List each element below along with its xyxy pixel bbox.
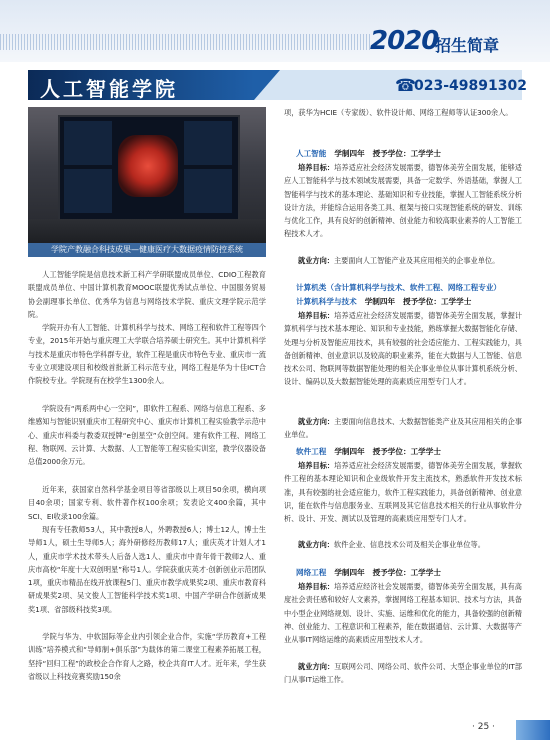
major-heading: 网络工程 学制四年 授予学位：工学学士	[296, 568, 441, 577]
major-job: 就业方向：互联网公司、网络公司、软件公司、大型企事业单位的IT部门从事IT运维工作。	[284, 662, 522, 685]
paragraph: 人工智能学院是信息技术新工科产学研联盟成员单位、CDIO工程教育联盟成员单位、中国计算机教育MOOC联盟优秀试点单位、中国服务贸易协会副理事长单位、优秀华为信息与网络技术学院、重庆文理学院示范学院。	[28, 270, 266, 319]
section-title: 人工智能学院	[40, 77, 178, 101]
header-stripes	[0, 34, 370, 50]
major-heading: 计算机类（含计算机科学与技术、软件工程、网络工程专业）	[296, 283, 502, 292]
major-job: 就业方向：软件企业、信息技术公司及相关企事业单位等。	[298, 540, 485, 549]
major-goal: 培养目标：培养适应经济社会发展需要，德智体美劳全面发展，具有高度社会责任感和较好人文素养，掌握网络工程基本知识、技术与方法，具备中小型企业网络规划、设计、实施、运维和优化的能力，具备较强的创新精神、创业能力、工程意识和工程素养，能在数据通信、云计算、大数据等产业从事IT网络运维的高素质应用型技术人才。	[284, 582, 522, 645]
paragraph: 学院设有“两系两中心一空间”，即软件工程系、网络与信息工程系、多维感知与智能识别重庆市工程研究中心、重庆市计算机工程实验教学示范中心、重庆市科委与教委双授牌“e创星空”众创空间。建有软件工程、网络工程、物联网、云计算、大数据、人工智能等工程实验实训室，教学仪器设备总值2000余万元。	[28, 404, 266, 467]
map-graphic	[118, 135, 178, 197]
paragraph: 近年来，获国家自然科学基金项目等省部级以上项目50余项，横向项目40余项；国家专利、软件著作权100余项；发表论文400余篇，其中SCI、EI收录100余篇。	[28, 485, 266, 521]
corner-decoration	[516, 720, 550, 740]
phone-number: 023-49891302	[414, 78, 527, 94]
paragraph: 学院与华为、中软国际等企业内引领企业合作，实施“学历教育+工程训练”培养模式和“导师制+俱乐部”为载体的第二课堂工程素养拓展工程，坚持“回归工程”的政校企合作育人之路，校企共育IT人才。近年来，学生获省级以上科技竞赛奖励150余	[28, 632, 266, 681]
page-number: · 25 ·	[472, 722, 495, 732]
lab-photo	[28, 107, 266, 257]
major-heading: 计算机科学与技术 学制四年 授予学位：工学学士	[296, 297, 472, 306]
paragraph: 现有专任教师53人，其中教授8人，外聘教授6人；博士12人，博士生导师1人，硕士生导师5人；海外研修经历教师17人；重庆英才计划人才1人，重庆市学术技术带头人后备人选1人、重庆市中青年骨干教师2人、重庆市高校“年度十大双创明星”称号1人。学院获重庆英才·创新创业示范团队1项，重庆市精品在线开放课程5门、重庆市教学成果奖2项、重庆市教育科研成果奖2项、吴文俊人工智能科学技术奖1项、中国产学研合作创新成果奖1项、省部级科技奖3项。	[28, 525, 266, 614]
header-guide: 招生简章	[435, 36, 500, 55]
major-heading: 软件工程 学制四年 授予学位：工学学士	[296, 447, 441, 456]
paragraph: 项，获华为HCIE（专家级）、软件设计师、网络工程师等认证300余人。	[284, 108, 513, 117]
major-heading: 人工智能 学制四年 授予学位：工学学士	[296, 149, 441, 158]
header-year: 2020	[370, 26, 439, 56]
video-wall	[58, 115, 240, 221]
photo-caption: 学院产教融合科技成果—健康医疗大数据疫情防控系统	[28, 243, 266, 257]
phone-icon: ☎	[395, 76, 417, 96]
major-goal: 培养目标：培养适应社会经济发展需要，德智体美劳全面发展，能够适应人工智能科学与技术领域发展需要，具备一定数学、外语基础，掌握人工智能科学与技术的基本理论、基础知识和专业技能，掌握人工智能系统分析设计方法，并能综合运用各类工具、框架与接口实现智能系统的研发、训练与优化工作，具有良好的创新精神、创业能力和较高职业素养的人工智能工程技术人才。	[284, 163, 522, 239]
major-goal: 培养目标：培养适应社会经济发展需要，德智体美劳全面发展，掌握软件工程的基本理论知识和企业级软件开发主流技术，熟悉软件开发技术标准，具有较强的社会适应能力，软件工程实践能力，具备创新精神、创业意识，能在软件与信息服务业、互联网及其它信息技术相关的行业从事软件分析、设计、开发、测试以及管理的高素质应用型专门人才。	[284, 461, 522, 524]
paragraph: 学院开办有人工智能、计算机科学与技术、网络工程和软件工程等四个专业，2015年开始与重庆理工大学联合培养硕士研究生。其中计算机科学与技术是重庆市特色学科群专业，软件工程是重庆市特色专业、重庆市一流专业立项建设项目和校级首批新工科示范专业，网络工程是华为十佳ICT合作院校专业。学院现有在校学生1300余人。	[28, 323, 266, 386]
major-job: 就业方向：主要面向人工智能产业及其应用相关的企事业单位。	[298, 256, 500, 265]
major-goal: 培养目标：培养适应社会经济发展需要，德智体美劳全面发展，掌握计算机科学与技术基本理论、知识和专业技能，熟练掌握大数据智能化存储、处理与分析及智能应用技术，具有较强的社会适应能力、工程实践能力，具备创新精神、创业意识以及较高的职业素养，能在大数据与人工智能、信息技术公司、物联网等数据智能处理的相关企事业单位从事计算机系统分析、设计、编码以及大数据智能处理的高素质应用型专门人才。	[284, 311, 522, 387]
major-job: 就业方向：主要面向信息技术、大数据智能类产业及其应用相关的企事业单位。	[284, 417, 522, 440]
